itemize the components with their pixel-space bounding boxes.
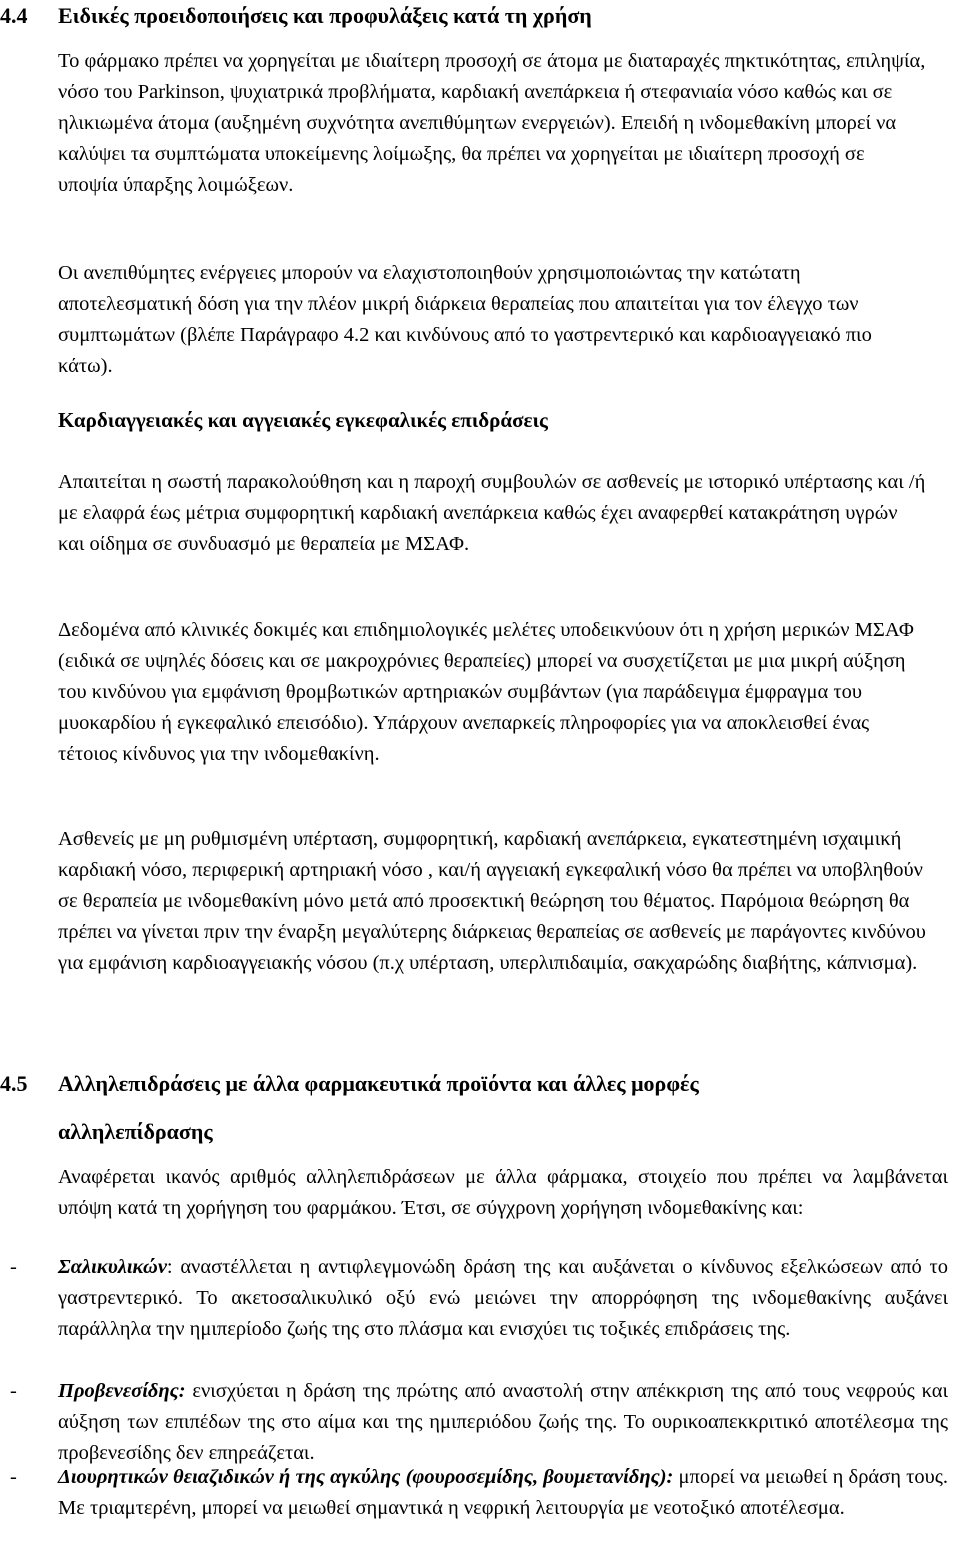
subheading-cardiovascular: Καρδιαγγειακές και αγγειακές εγκεφαλικές επιδράσεις bbox=[58, 408, 548, 432]
paragraph-precautions: Το φάρμακο πρέπει να χορηγείται με ιδιαίτερη προσοχή σε άτομα με διαταραχές πηκτικότητας, επιληψία, νόσο του Parkinson, ψυχιατρικά προβλήματα, καρδιακή ανεπάρκεια ή στεφανιαία νόσο καθώς και σε ηλικιωμένα άτομα (αυξημένη συχνότητα ανεπιθύμητων ενεργειών). Επειδή η ινδομεθακίνη μπορεί να καλύψει τα συμπτώματα υποκείμενης λοίμωξης, θα πρέπει να χορηγείται με ιδιαίτερη προσοχή σε υποψία ύπαρξης λοιμώξεων. bbox=[58, 50, 926, 196]
bullet-dash: - bbox=[10, 1256, 17, 1278]
paragraph-interactions-intro: Αναφέρεται ικανός αριθμός αλληλεπιδράσεων με άλλα φάρμακα, στοιχείο που πρέπει να λαμβάνεται υπόψη κατά τη χορήγηση του φαρμάκου. Έτσι, σε σύγχρονη χορήγηση ινδομεθακίνης και: bbox=[58, 1166, 948, 1219]
section-number: 4.4 bbox=[0, 3, 28, 28]
bullet-term: Προβενεσίδης: bbox=[58, 1380, 186, 1402]
section-title: Ειδικές προειδοποιήσεις και προφυλάξεις κατά τη χρήση bbox=[58, 3, 592, 28]
paragraph-risk-patients: Ασθενείς με μη ρυθμισμένη υπέρταση, συμφορητική, καρδιακή ανεπάρκεια, εγκατεστημένη ισχαιμική καρδιακή νόσο, περιφερική αρτηριακή νόσο , και/ή αγγειακή εγκεφαλική νόσο θα πρέπει να υποβληθούν σε θεραπεία με ινδομεθακίνη μόνο μετά από προσεκτική θεώρηση του θέματος. Παρόμοια θεώρηση θα πρέπει να γίνεται πριν την έναρξη μεγαλύτερης διάρκειας θεραπείας σε ασθενείς με παράγοντες κινδύνου για εμφάνιση καρδιοαγγειακής νόσου (π.χ υπέρταση, υπερλιπιδαιμία, σακχαρώδης διαβήτης, κάπνισμα). bbox=[58, 828, 926, 974]
bullet-text: μπορεί να μειωθεί η δράση τους. Με τριαμτερένη, μπορεί να μειωθεί σημαντικά η νεφρική λειτουργία με νεοτοξικό αποτέλεσμα. bbox=[58, 1466, 948, 1519]
section-number: 4.5 bbox=[0, 1071, 28, 1096]
section-heading-4-5 bbox=[0, 1068, 699, 1099]
bullet-text: : αναστέλλεται η αντιφλεγμονώδη δράση της και αυξάνεται ο κίνδυνος εξελκώσεων από το γαστρεντερικό. Το ακετοσαλικυλικό οξύ ενώ μειώνει την απορρόφηση της ινδομεθακίνης αυξάνει παράλληλα την ημιπερίοδο ζωής της στο πλάσμα και ενισχύει τις τοξικές επιδράσεις της. bbox=[58, 1256, 948, 1340]
section-heading-4-4 bbox=[0, 0, 592, 31]
bullet-term: Σαλικυλικών bbox=[58, 1256, 167, 1278]
paragraph-clinical-data: Δεδομένα από κλινικές δοκιμές και επιδημιολογικές μελέτες υποδεικνύουν ότι η χρήση μερικών ΜΣΑΦ (ειδικά σε υψηλές δόσεις και σε μακροχρόνιες θεραπείες) μπορεί να συσχετίζεται με μια μικρή αύξηση του κινδύνου για εμφάνιση θρομβωτικών αρτηριακών συμβάντων (για παράδειγμα έμφραγμα του μυοκαρδίου ή εγκεφαλικό επεισόδιο). Υπάρχουν ανεπαρκείς πληροφορίες για να αποκλεισθεί ένας τέτοιος κίνδυνος για την ινδομεθακίνη. bbox=[58, 619, 914, 765]
bullet-dash: - bbox=[10, 1380, 17, 1402]
bullet-dash: - bbox=[10, 1466, 17, 1488]
section-title: Αλληλεπιδράσεις με άλλα φαρμακευτικά προϊόντα και άλλες μορφές bbox=[58, 1071, 699, 1096]
bullet-term: Διουρητικών θειαζιδικών ή της αγκύλης (φουροσεμίδης, βουμετανίδης): bbox=[58, 1466, 674, 1488]
paragraph-monitoring: Απαιτείται η σωστή παρακολούθηση και η παροχή συμβουλών σε ασθενείς με ιστορικό υπέρτασης και /ή με ελαφρά έως μέτρια συμφορητική καρδιακή ανεπάρκεια καθώς έχει αναφερθεί κατακράτηση υγρών και οίδημα σε συνδυασμό με θεραπεία με ΜΣΑΦ. bbox=[58, 471, 926, 555]
section-title-continued: αλληλεπίδρασης bbox=[58, 1119, 213, 1144]
bullet-text: ενισχύεται η δράση της πρώτης από αναστολή στην απέκκριση της από τους νεφρούς και αύξηση των επιπέδων της στο αίμα και της ημιπεριόδου ζωής της. Το ουρικοαπεκκριτικό αποτέλεσμα της προβενεσίδης δεν επηρεάζεται. bbox=[58, 1380, 948, 1464]
paragraph-adverse-effects: Οι ανεπιθύμητες ενέργειες μπορούν να ελαχιστοποιηθούν χρησιμοποιώντας την κατώτατη αποτελεσματική δόση για την πλέον μικρή διάρκεια θεραπείας που απαιτείται για τον έλεγχο των συμπτωμάτων (βλέπε Παράγραφο 4.2 και κινδύνους από το γαστρεντερικό και καρδιοαγγειακό πιο κάτω). bbox=[58, 262, 872, 377]
